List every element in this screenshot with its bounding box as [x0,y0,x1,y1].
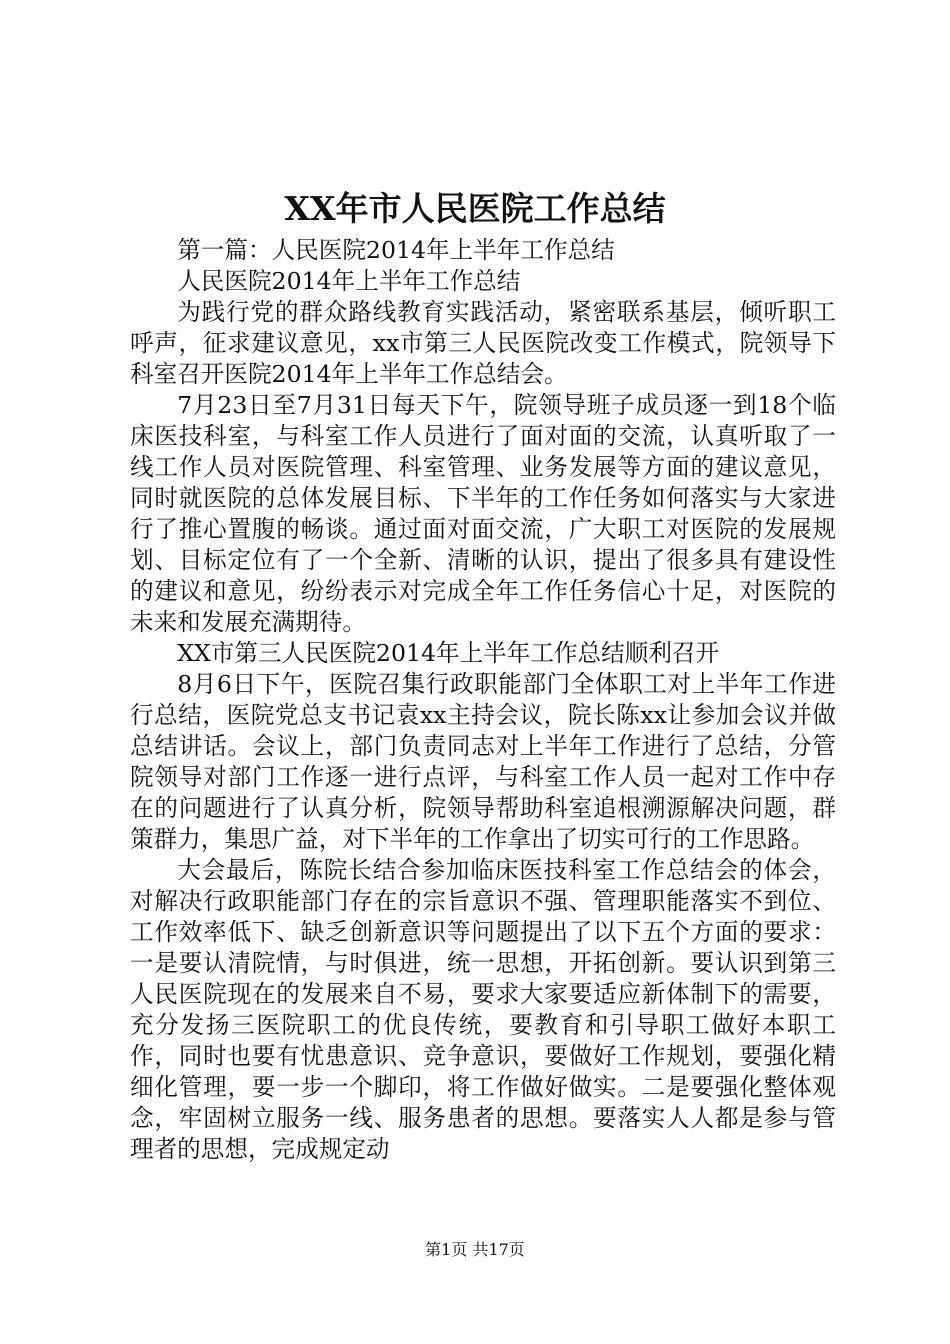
paragraph: 7月23日至7月31日每天下午，院领导班子成员逐一到18个临床医技科室，与科室工作人员进行了面对面的交流，认真听取了一线工作人员对医院管理、科室管理、业务发展等方面的建议意见，同时就医院的总体发展目标、下半年的工作任务如何落实与大家进行了推心置腹的畅谈。通过面对面交流，广大职工对医院的发展规划、目标定位有了一个全新、清晰的认识，提出了很多具有建设性的建议和意见，纷纷表示对完成全年工作任务信心十足，对医院的未来和发展充满期待。 [130,391,836,636]
paragraph-news-heading: XX市第三人民医院2014年上半年工作总结顺利召开 [177,639,720,667]
paragraph: 大会最后，陈院长结合参加临床医技科室工作总结会的体会，对解决行政职能部门存在的宗旨意识不强、管理职能落实不到位、工作效率低下、缺乏创新意识等问题提出了以下五个方面的要求：一是要认清院情，与时俱进，统一思想，开拓创新。要认识到第三人民医院现在的发展来自不易，要求大家要适应新体制下的需要，充分发扬三医院职工的优良传统，要教育和引导职工做好本职工作，同时也要有忧患意识、竞争意识，要做好工作规划，要强化精细化管理，要一步一个脚印，将工作做好做实。二是要强化整体观念，牢固树立服务一线、服务患者的思想。要落实人人都是参与管理者的思想，完成规定动 [130,856,836,1163]
paragraph: 为践行党的群众路线教育实践活动，紧密联系基层，倾听职工呼声，征求建议意见，xx市第三人民医院改变工作模式，院领导下科室召开医院2014年上半年工作总结会。 [130,298,836,388]
page-number-footer: 第1页 共17页 [425,1240,525,1259]
paragraph: 8月6日下午，医院召集行政职能部门全体职工对上半年工作进行总结，医院党总支书记袁xx主持会议，院长陈xx让参加会议并做总结讲话。会议上，部门负责同志对上半年工作进行了总结，分管院领导对部门工作逐一进行点评，与科室工作人员一起对工作中存在的问题进行了认真分析，院领导帮助科室追根溯源解决问题，群策群力，集思广益，对下半年的工作拿出了切实可行的工作思路。 [130,670,836,853]
document-body [130,235,836,1165]
paragraph-section-heading: 第一篇：人民医院2014年上半年工作总结 [177,236,615,264]
document-title: XX年市人民医院工作总结 [284,189,666,228]
paragraph-subtitle: 人民医院2014年上半年工作总结 [177,267,521,295]
